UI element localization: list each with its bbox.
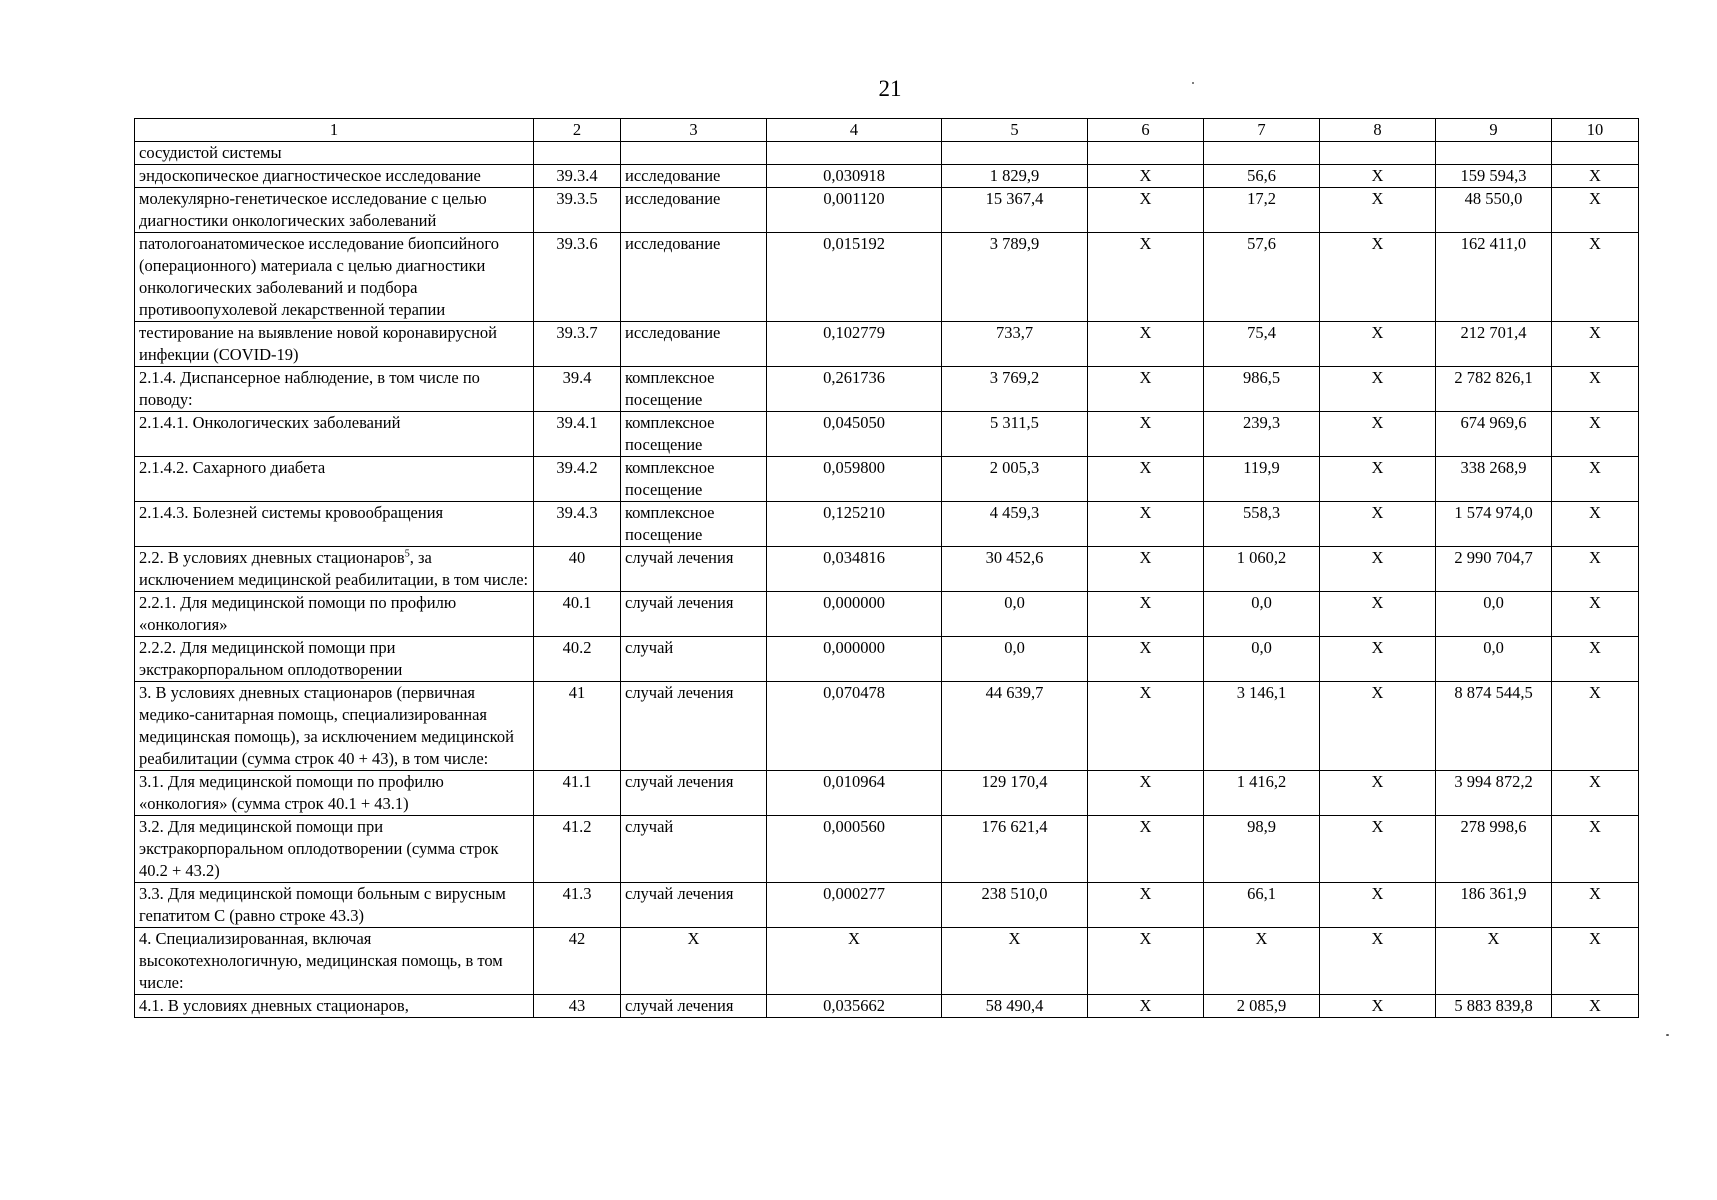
table-row [135, 682, 1639, 771]
cell-col10: X [1552, 883, 1639, 928]
table-row [135, 637, 1639, 682]
cell-col8: X [1320, 457, 1436, 502]
cell-col9: 212 701,4 [1436, 322, 1552, 367]
cell-col9: 674 969,6 [1436, 412, 1552, 457]
cell-col9: 0,0 [1436, 592, 1552, 637]
row-name: 2.1.4.1. Онкологических заболеваний [135, 412, 534, 457]
cell-col4: 0,030918 [767, 165, 942, 188]
cell-col7: 0,0 [1204, 592, 1320, 637]
row-name-start: 2.2. В условиях дневных стационаров [139, 548, 405, 567]
cell-col7: 119,9 [1204, 457, 1320, 502]
cell-col6: X [1088, 502, 1204, 547]
cell-col8: X [1320, 816, 1436, 883]
cell-col9: 186 361,9 [1436, 883, 1552, 928]
cell-col10: X [1552, 771, 1639, 816]
cell-col4: 0,000277 [767, 883, 942, 928]
column-header: 3 [621, 119, 767, 142]
row-code: 39.3.4 [534, 165, 621, 188]
cell-col7: 1 060,2 [1204, 547, 1320, 592]
cell-col4: 0,261736 [767, 367, 942, 412]
row-name: 2.1.4.2. Сахарного диабета [135, 457, 534, 502]
table-row [135, 165, 1639, 188]
row-code: 43 [534, 995, 621, 1018]
table-row [135, 771, 1639, 816]
table-header [135, 119, 1639, 142]
table-row [135, 592, 1639, 637]
cell-col8: X [1320, 883, 1436, 928]
cell-col9: 48 550,0 [1436, 188, 1552, 233]
scan-speck [1666, 1034, 1669, 1036]
row-code: 39.3.5 [534, 188, 621, 233]
cell-col7: 2 085,9 [1204, 995, 1320, 1018]
cell-col8: X [1320, 322, 1436, 367]
row-name: тестирование на выявление новой коронавирусной инфекции (COVID-19) [135, 322, 534, 367]
cell-col7 [1204, 142, 1320, 165]
cell-col4: 0,059800 [767, 457, 942, 502]
cell-col7: 75,4 [1204, 322, 1320, 367]
row-code: 41.2 [534, 816, 621, 883]
row-code: 39.4.2 [534, 457, 621, 502]
cell-col7: 0,0 [1204, 637, 1320, 682]
cell-col6: X [1088, 412, 1204, 457]
row-code [534, 142, 621, 165]
table-row [135, 928, 1639, 995]
cell-col7: X [1204, 928, 1320, 995]
cell-col8: X [1320, 188, 1436, 233]
cell-col9: 2 990 704,7 [1436, 547, 1552, 592]
row-code: 41 [534, 682, 621, 771]
column-header: 1 [135, 119, 534, 142]
row-name: 4. Специализированная, включая высокотехнологичную, медицинская помощь, в том числе: [135, 928, 534, 995]
row-name: сосудистой системы [135, 142, 534, 165]
row-unit: случай лечения [621, 592, 767, 637]
cell-col5: 3 769,2 [942, 367, 1088, 412]
cell-col9: 5 883 839,8 [1436, 995, 1552, 1018]
cell-col8: X [1320, 682, 1436, 771]
row-name: 2.2.2. Для медицинской помощи при экстракорпоральном оплодотворении [135, 637, 534, 682]
cell-col6: X [1088, 165, 1204, 188]
cell-col7: 3 146,1 [1204, 682, 1320, 771]
cell-col7: 66,1 [1204, 883, 1320, 928]
cell-col8: X [1320, 637, 1436, 682]
row-name: 3.3. Для медицинской помощи больным с вирусным гепатитом С (равно строке 43.3) [135, 883, 534, 928]
cell-col5: X [942, 928, 1088, 995]
cell-col5: 30 452,6 [942, 547, 1088, 592]
cell-col5: 44 639,7 [942, 682, 1088, 771]
cell-col6: X [1088, 547, 1204, 592]
row-unit: случай [621, 816, 767, 883]
cell-col4: 0,045050 [767, 412, 942, 457]
cell-col10: X [1552, 165, 1639, 188]
cell-col8: X [1320, 165, 1436, 188]
row-unit: исследование [621, 165, 767, 188]
cell-col5: 58 490,4 [942, 995, 1088, 1018]
row-name: эндоскопическое диагностическое исследование [135, 165, 534, 188]
cell-col7: 239,3 [1204, 412, 1320, 457]
cell-col5: 129 170,4 [942, 771, 1088, 816]
row-name: 2.2.1. Для медицинской помощи по профилю «онкология» [135, 592, 534, 637]
table-row [135, 233, 1639, 322]
row-name: молекулярно-генетическое исследование с целью диагностики онкологических заболеваний [135, 188, 534, 233]
table-row [135, 412, 1639, 457]
row-name: 4.1. В условиях дневных стационаров, [135, 995, 534, 1018]
cell-col6: X [1088, 928, 1204, 995]
cell-col10: X [1552, 367, 1639, 412]
cell-col6: X [1088, 771, 1204, 816]
row-code: 42 [534, 928, 621, 995]
cell-col4: 0,034816 [767, 547, 942, 592]
row-unit: комплексное посещение [621, 457, 767, 502]
row-name: 3.1. Для медицинской помощи по профилю «онкология» (сумма строк 40.1 + 43.1) [135, 771, 534, 816]
cell-col8: X [1320, 502, 1436, 547]
cell-col9: 8 874 544,5 [1436, 682, 1552, 771]
cell-col6: X [1088, 995, 1204, 1018]
cell-col6: X [1088, 188, 1204, 233]
row-unit: случай лечения [621, 883, 767, 928]
row-unit: X [621, 928, 767, 995]
column-header: 6 [1088, 119, 1204, 142]
column-header: 10 [1552, 119, 1639, 142]
cell-col10: X [1552, 637, 1639, 682]
page-number: 21 [878, 76, 902, 101]
cell-col8: X [1320, 547, 1436, 592]
column-header: 8 [1320, 119, 1436, 142]
cell-col9 [1436, 142, 1552, 165]
cell-col7: 1 416,2 [1204, 771, 1320, 816]
cell-col5: 2 005,3 [942, 457, 1088, 502]
cell-col10: X [1552, 682, 1639, 771]
row-code: 39.4.1 [534, 412, 621, 457]
column-header: 4 [767, 119, 942, 142]
cell-col10: X [1552, 502, 1639, 547]
row-code: 41.3 [534, 883, 621, 928]
cell-col5: 15 367,4 [942, 188, 1088, 233]
cell-col5: 1 829,9 [942, 165, 1088, 188]
cell-col9: 3 994 872,2 [1436, 771, 1552, 816]
cell-col5: 176 621,4 [942, 816, 1088, 883]
cell-col8: X [1320, 592, 1436, 637]
table-row [135, 457, 1639, 502]
cell-col7: 558,3 [1204, 502, 1320, 547]
cell-col4: 0,102779 [767, 322, 942, 367]
cell-col10: X [1552, 188, 1639, 233]
column-header: 7 [1204, 119, 1320, 142]
row-unit: случай [621, 637, 767, 682]
row-code: 40 [534, 547, 621, 592]
cell-col7: 56,6 [1204, 165, 1320, 188]
table-row [135, 883, 1639, 928]
cell-col10 [1552, 142, 1639, 165]
cell-col9: 0,0 [1436, 637, 1552, 682]
row-unit: исследование [621, 233, 767, 322]
row-unit: случай лечения [621, 682, 767, 771]
row-name: 2.1.4.3. Болезней системы кровообращения [135, 502, 534, 547]
row-unit: комплексное посещение [621, 502, 767, 547]
cell-col10: X [1552, 412, 1639, 457]
row-unit: комплексное посещение [621, 367, 767, 412]
cell-col10: X [1552, 816, 1639, 883]
cell-col4: 0,000000 [767, 637, 942, 682]
cell-col9: 278 998,6 [1436, 816, 1552, 883]
row-name: патологоанатомическое исследование биопсийного (операционного) материала с целью диагностики онкологических заболеваний и подбора противоопухолевой лекарственной терапии [135, 233, 534, 322]
data-table [134, 118, 1639, 1018]
cell-col7: 17,2 [1204, 188, 1320, 233]
column-header: 5 [942, 119, 1088, 142]
cell-col8: X [1320, 771, 1436, 816]
row-unit: случай лечения [621, 995, 767, 1018]
cell-col5: 4 459,3 [942, 502, 1088, 547]
column-header: 2 [534, 119, 621, 142]
cell-col6: X [1088, 883, 1204, 928]
cell-col4: X [767, 928, 942, 995]
row-name [135, 547, 534, 592]
row-code: 39.3.7 [534, 322, 621, 367]
cell-col9: 159 594,3 [1436, 165, 1552, 188]
cell-col10: X [1552, 592, 1639, 637]
cell-col10: X [1552, 995, 1639, 1018]
table-row [135, 547, 1639, 592]
cell-col4 [767, 142, 942, 165]
cell-col6: X [1088, 637, 1204, 682]
row-unit: случай лечения [621, 771, 767, 816]
cell-col8: X [1320, 928, 1436, 995]
cell-col6 [1088, 142, 1204, 165]
cell-col9: 1 574 974,0 [1436, 502, 1552, 547]
row-code: 39.4.3 [534, 502, 621, 547]
cell-col4: 0,070478 [767, 682, 942, 771]
cell-col8: X [1320, 367, 1436, 412]
row-unit: комплексное посещение [621, 412, 767, 457]
cell-col5: 3 789,9 [942, 233, 1088, 322]
row-name: 3. В условиях дневных стационаров (первичная медико-санитарная помощь, специализированная медицинская помощь), за исключением медицинской реабилитации (сумма строк 40 + 43), в том числе: [135, 682, 534, 771]
cell-col5 [942, 142, 1088, 165]
cell-col6: X [1088, 367, 1204, 412]
cell-col9: 162 411,0 [1436, 233, 1552, 322]
cell-col9: 2 782 826,1 [1436, 367, 1552, 412]
row-code: 39.4 [534, 367, 621, 412]
cell-col4: 0,125210 [767, 502, 942, 547]
cell-col9: X [1436, 928, 1552, 995]
table-row [135, 142, 1639, 165]
cell-col8 [1320, 142, 1436, 165]
cell-col6: X [1088, 322, 1204, 367]
cell-col6: X [1088, 816, 1204, 883]
cell-col10: X [1552, 928, 1639, 995]
table-row [135, 367, 1639, 412]
row-unit [621, 142, 767, 165]
cell-col8: X [1320, 233, 1436, 322]
footnote-marker: 5 [404, 548, 410, 560]
cell-col8: X [1320, 412, 1436, 457]
cell-col4: 0,015192 [767, 233, 942, 322]
table-row [135, 995, 1639, 1018]
cell-col5: 733,7 [942, 322, 1088, 367]
table-row [135, 816, 1639, 883]
table-body [135, 142, 1639, 1018]
cell-col10: X [1552, 547, 1639, 592]
row-name: 3.2. Для медицинской помощи при экстракорпоральном оплодотворении (сумма строк 40.2 + 43.2) [135, 816, 534, 883]
cell-col4: 0,000000 [767, 592, 942, 637]
cell-col10: X [1552, 457, 1639, 502]
row-code: 41.1 [534, 771, 621, 816]
cell-col7: 986,5 [1204, 367, 1320, 412]
cell-col4: 0,010964 [767, 771, 942, 816]
cell-col5: 5 311,5 [942, 412, 1088, 457]
column-number-row [135, 119, 1639, 142]
cell-col5: 0,0 [942, 637, 1088, 682]
cell-col6: X [1088, 592, 1204, 637]
table-row [135, 502, 1639, 547]
cell-col6: X [1088, 457, 1204, 502]
cell-col4: 0,001120 [767, 188, 942, 233]
row-name: 2.1.4. Диспансерное наблюдение, в том числе по поводу: [135, 367, 534, 412]
column-header: 9 [1436, 119, 1552, 142]
cell-col6: X [1088, 682, 1204, 771]
table-row [135, 322, 1639, 367]
cell-col8: X [1320, 995, 1436, 1018]
cell-col7: 57,6 [1204, 233, 1320, 322]
table-row [135, 188, 1639, 233]
cell-col4: 0,035662 [767, 995, 942, 1018]
row-unit: исследование [621, 188, 767, 233]
row-name-end: , за исключением медицинской реабилитации, в том числе: [139, 548, 529, 589]
cell-col10: X [1552, 233, 1639, 322]
cell-col9: 338 268,9 [1436, 457, 1552, 502]
scan-speck [1192, 82, 1194, 84]
row-unit: случай лечения [621, 547, 767, 592]
cell-col5: 0,0 [942, 592, 1088, 637]
cell-col4: 0,000560 [767, 816, 942, 883]
cell-col10: X [1552, 322, 1639, 367]
cell-col7: 98,9 [1204, 816, 1320, 883]
row-unit: исследование [621, 322, 767, 367]
row-code: 39.3.6 [534, 233, 621, 322]
row-code: 40.2 [534, 637, 621, 682]
cell-col5: 238 510,0 [942, 883, 1088, 928]
row-code: 40.1 [534, 592, 621, 637]
cell-col6: X [1088, 233, 1204, 322]
